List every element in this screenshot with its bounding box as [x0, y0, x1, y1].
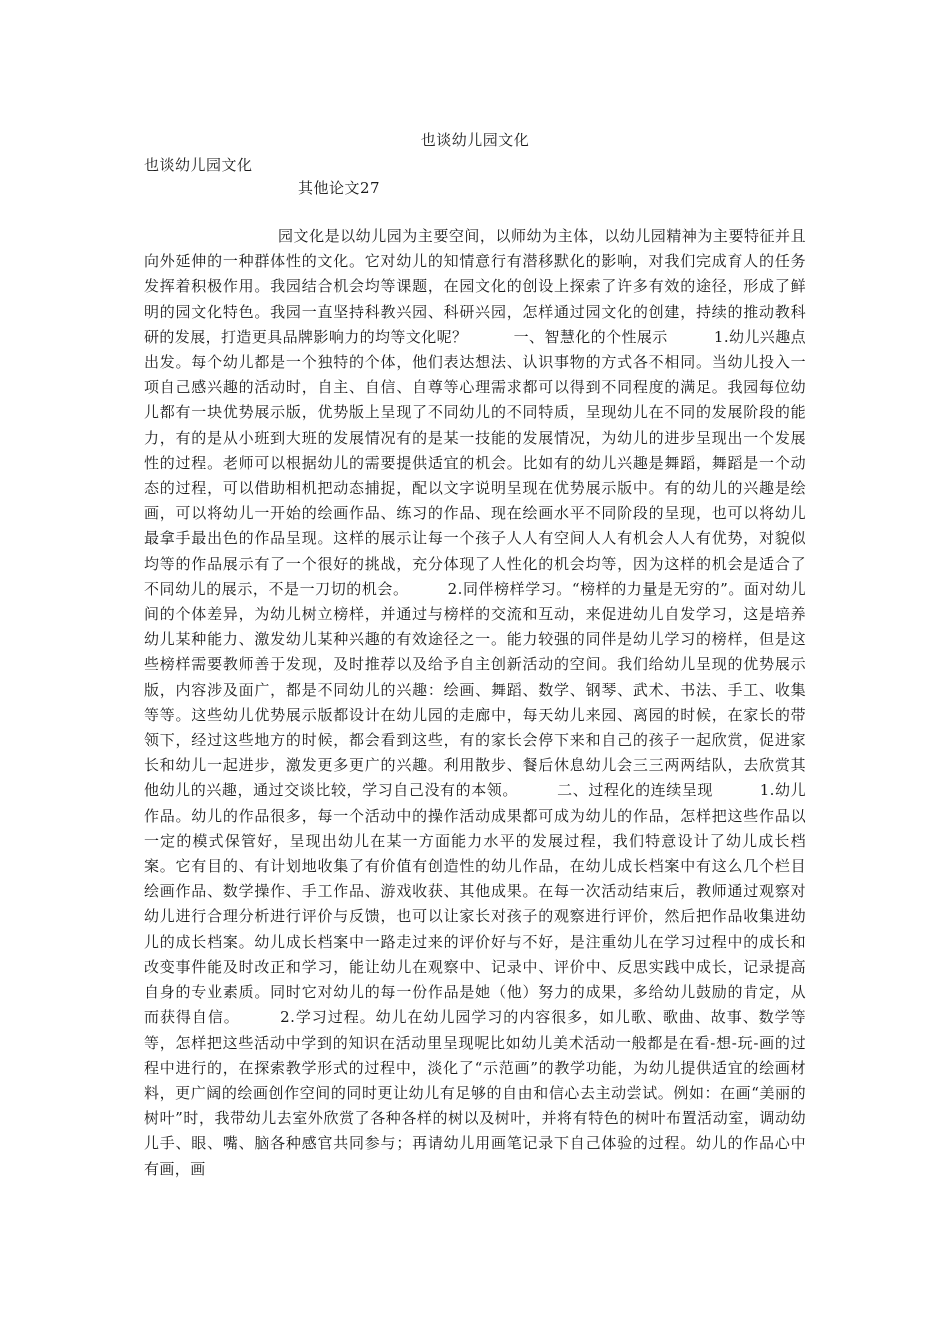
document-category: 其他论文27: [298, 179, 381, 197]
document-title: 也谈幼儿园文化: [420, 131, 530, 149]
document-subtitle: 也谈幼儿园文化: [144, 156, 253, 174]
document-body: 园文化是以幼儿园为主要空间，以师幼为主体，以幼儿园精神为主要特征并且向外延伸的一种群体性的文化。它对幼儿的知情意行有潜移默化的影响，对我们完成育人的任务发挥着积极作用。我园结合机会均等课题，在园文化的创设上探索了许多有效的途径，形成了鲜明的园文化特色。我园一直坚持科教兴园、科研兴园，怎样通过园文化的创建，持续的推动教科研的发展，打造更具品牌影响力的均等文化呢？ 一、智慧化的个性展示 1.幼儿兴趣点出发。每个幼儿都是一个独特的个体，他们表达想法、认识事物的方式各不相同。当幼儿投入一项自己感兴趣的活动时，自主、自信、自尊等心理需求都可以得到不同程度的满足。我园每位幼儿都有一块优势展示版，优势版上呈现了不同幼儿的不同特质，呈现幼儿在不同的发展阶段的能力，有的是从小班到大班的发展情况有的是某一技能的发展情况，为幼儿的进步呈现出一个发展性的过程。老师可以根据幼儿的需要提供适宜的机会。比如有的幼儿兴趣是舞蹈，舞蹈是一个动态的过程，可以借助相机把动态捕捉，配以文字说明呈现在优势展示版中。有的幼儿的兴趣是绘画，可以将幼儿一开始的绘画作品、练习的作品、现在绘画水平不同阶段的呈现，也可以将幼儿最拿手最出色的作品呈现。这样的展示让每一个孩子人人有空间人人有机会人人有优势，对貌似均等的作品展示有了一个很好的挑战，充分体现了人性化的机会均等，因为这样的机会是适合了不同幼儿的展示，不是一刀切的机会。 2.同伴榜样学习。“榜样的力量是无穷的”。面对幼儿间的个体差异，为幼儿树立榜样，并通过与榜样的交流和互动，来促进幼儿自发学习，这是培养幼儿某种能力、激发幼儿某种兴趣的有效途径之一。能力较强的同伴是幼儿学习的榜样，但是这些榜样需要教师善于发现，及时推荐以及给予自主创新活动的空间。我们给幼儿呈现的优势展示版，内容涉及面广，都是不同幼儿的兴趣：绘画、舞蹈、数学、钢琴、武术、书法、手工、收集等等。这些幼儿优势展示版都设计在幼儿园的走廊中，每天幼儿来园、离园的时候，在家长的带领下，经过这些地方的时候，都会看到这些，有的家长会停下来和自己的孩子一起欣赏，促进家长和幼儿一起进步，激发更多更广的兴趣。利用散步、餐后休息幼儿会三三两两结队，去欣赏其他幼儿的兴趣，通过交谈比较，学习自己没有的本领。 二、过程化的连续呈现 1.幼儿作品。幼儿的作品很多，每一个活动中的操作活动成果都可成为幼儿的作品，怎样把这些作品以一定的模式保管好，呈现出幼儿在某一方面能力水平的发展过程，我们特意设计了幼儿成长档案。它有目的、有计划地收集了有价值有创造性的幼儿作品，在幼儿成长档案中有这么几个栏目绘画作品、数学操作、手工作品、游戏收获、其他成果。在每一次活动结束后，教师通过观察对幼儿进行合理分析进行评价与反馈，也可以让家长对孩子的观察进行评价，然后把作品收集进幼儿的成长档案。幼儿成长档案中一路走过来的评价好与不好，是注重幼儿在学习过程中的成长和改变事件能及时改正和学习，能让幼儿在观察中、记录中、评价中、反思实践中成长，记录提高自身的专业素质。同时它对幼儿的每一份作品是她（他）努力的成果，多给幼儿鼓励的肯定，从而获得自信。 2.学习过程。幼儿在幼儿园学习的内容很多，如儿歌、歌曲、故事、数学等等，怎样把这些活动中学到的知识在活动里呈现呢比如幼儿美术活动一般都是在看-想-玩-画的过程中进行的，在探索教学形式的过程中，淡化了“示范画”的教学功能，为幼儿提供适宜的绘画材料，更广阔的绘画创作空间的同时更让幼儿有足够的自由和信心去主动尝试。例如：在画“美丽的树叶”时，我带幼儿去室外欣赏了各种各样的树以及树叶，并将有特色的树叶布置活动室，调动幼儿手、眼、嘴、脑各种感官共同参与；再请幼儿用画笔记录下自己体验的过程。幼儿的作品心中有画，画: [144, 227, 806, 1178]
